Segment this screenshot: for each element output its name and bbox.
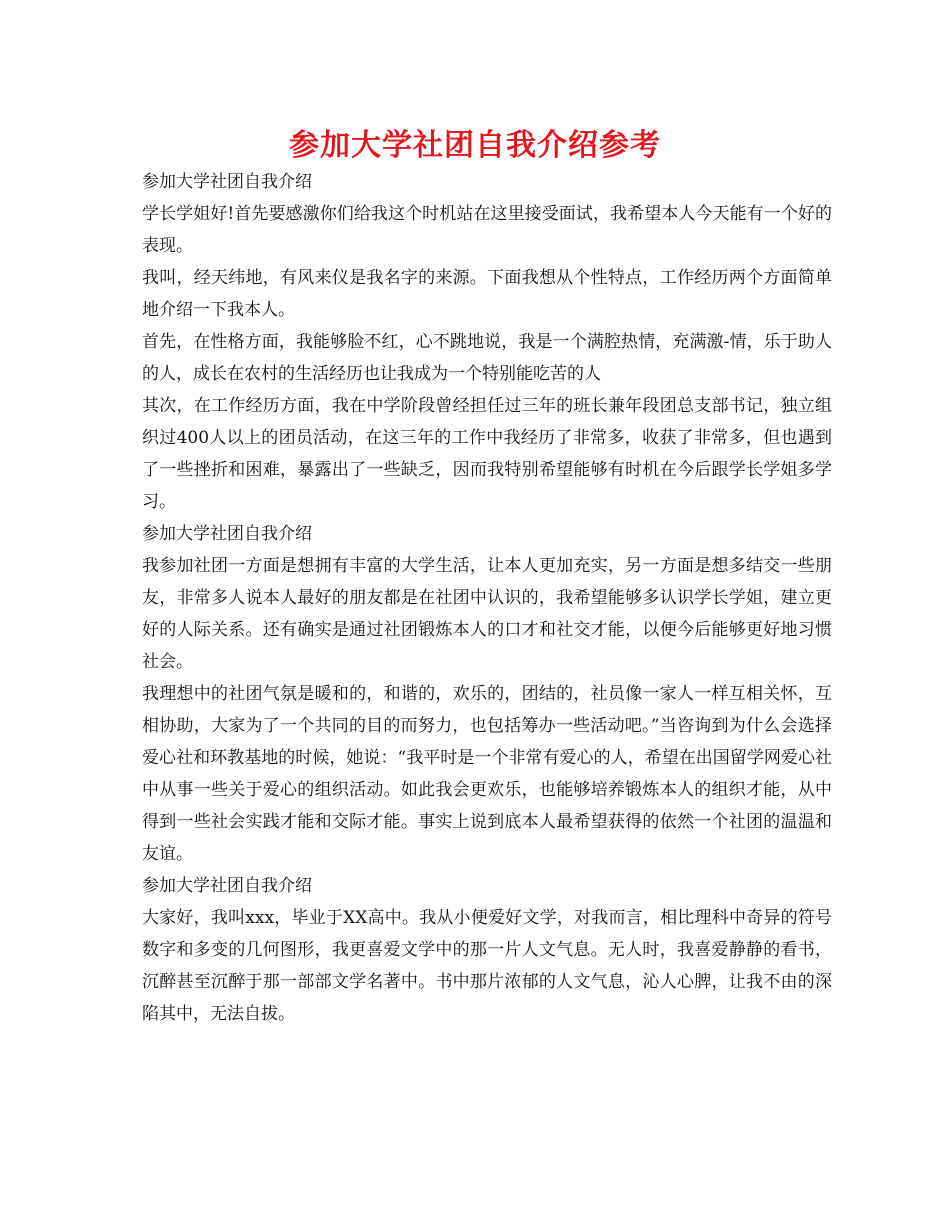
document-body [142, 166, 832, 1030]
paragraph: 首先，在性格方面，我能够脸不红，心不跳地说，我是一个满腔热情，充满激-情，乐于助人的人，成长在农村的生活经历也让我成为一个特别能吃苦的人 [142, 332, 832, 384]
paragraph: 我参加社团一方面是想拥有丰富的大学生活，让本人更加充实，另一方面是想多结交一些朋友，非常多人说本人最好的朋友都是在社团中认识的，我希望能够多认识学长学姐，建立更好的人际关系。还有确实是通过社团锻炼本人的口才和社交才能，以便今后能够更好地习惯社会。 [142, 556, 832, 672]
paragraph: 大家好，我叫xxx，毕业于XX高中。我从小便爱好文学，对我而言，相比理科中奇异的符号数字和多变的几何图形，我更喜爱文学中的那一片人文气息。无人时，我喜爱静静的看书，沉醉甚至沉醉于那一部部文学名著中。书中那片浓郁的人文气息，沁人心脾，让我不由的深陷其中，无法自拔。 [142, 908, 832, 1024]
section-heading: 参加大学社团自我介绍 [142, 524, 312, 544]
paragraph: 其次，在工作经历方面，我在中学阶段曾经担任过三年的班长兼年段团总支部书记，独立组织过400人以上的团员活动，在这三年的工作中我经历了非常多，收获了非常多，但也遇到了一些挫折和困难，暴露出了一些缺乏，因而我特别希望能够有时机在今后跟学长学姐多学习。 [142, 396, 832, 512]
document-title: 参加大学社团自我介绍参考 [289, 128, 661, 163]
section-heading: 参加大学社团自我介绍 [142, 876, 312, 896]
paragraph: 我理想中的社团气氛是暖和的，和谐的，欢乐的，团结的，社员像一家人一样互相关怀，互相协助，大家为了一个共同的目的而努力，也包括筹办一些活动吧。”当咨询到为什么会选择爱心社和环教基地的时候，她说：“我平时是一个非常有爱心的人，希望在出国留学网爱心社中从事一些关于爱心的组织活动。如此我会更欢乐，也能够培养锻炼本人的组织才能，从中得到一些社会实践才能和交际才能。事实上说到底本人最希望获得的依然一个社团的温温和友谊。 [142, 684, 832, 864]
paragraph: 学长学姐好!首先要感激你们给我这个时机站在这里接受面试，我希望本人今天能有一个好的表现。 [142, 204, 832, 256]
section-heading: 参加大学社团自我介绍 [142, 172, 312, 192]
paragraph: 我叫，经天纬地，有风来仪是我名字的来源。下面我想从个性特点，工作经历两个方面简单地介绍一下我本人。 [142, 268, 832, 320]
